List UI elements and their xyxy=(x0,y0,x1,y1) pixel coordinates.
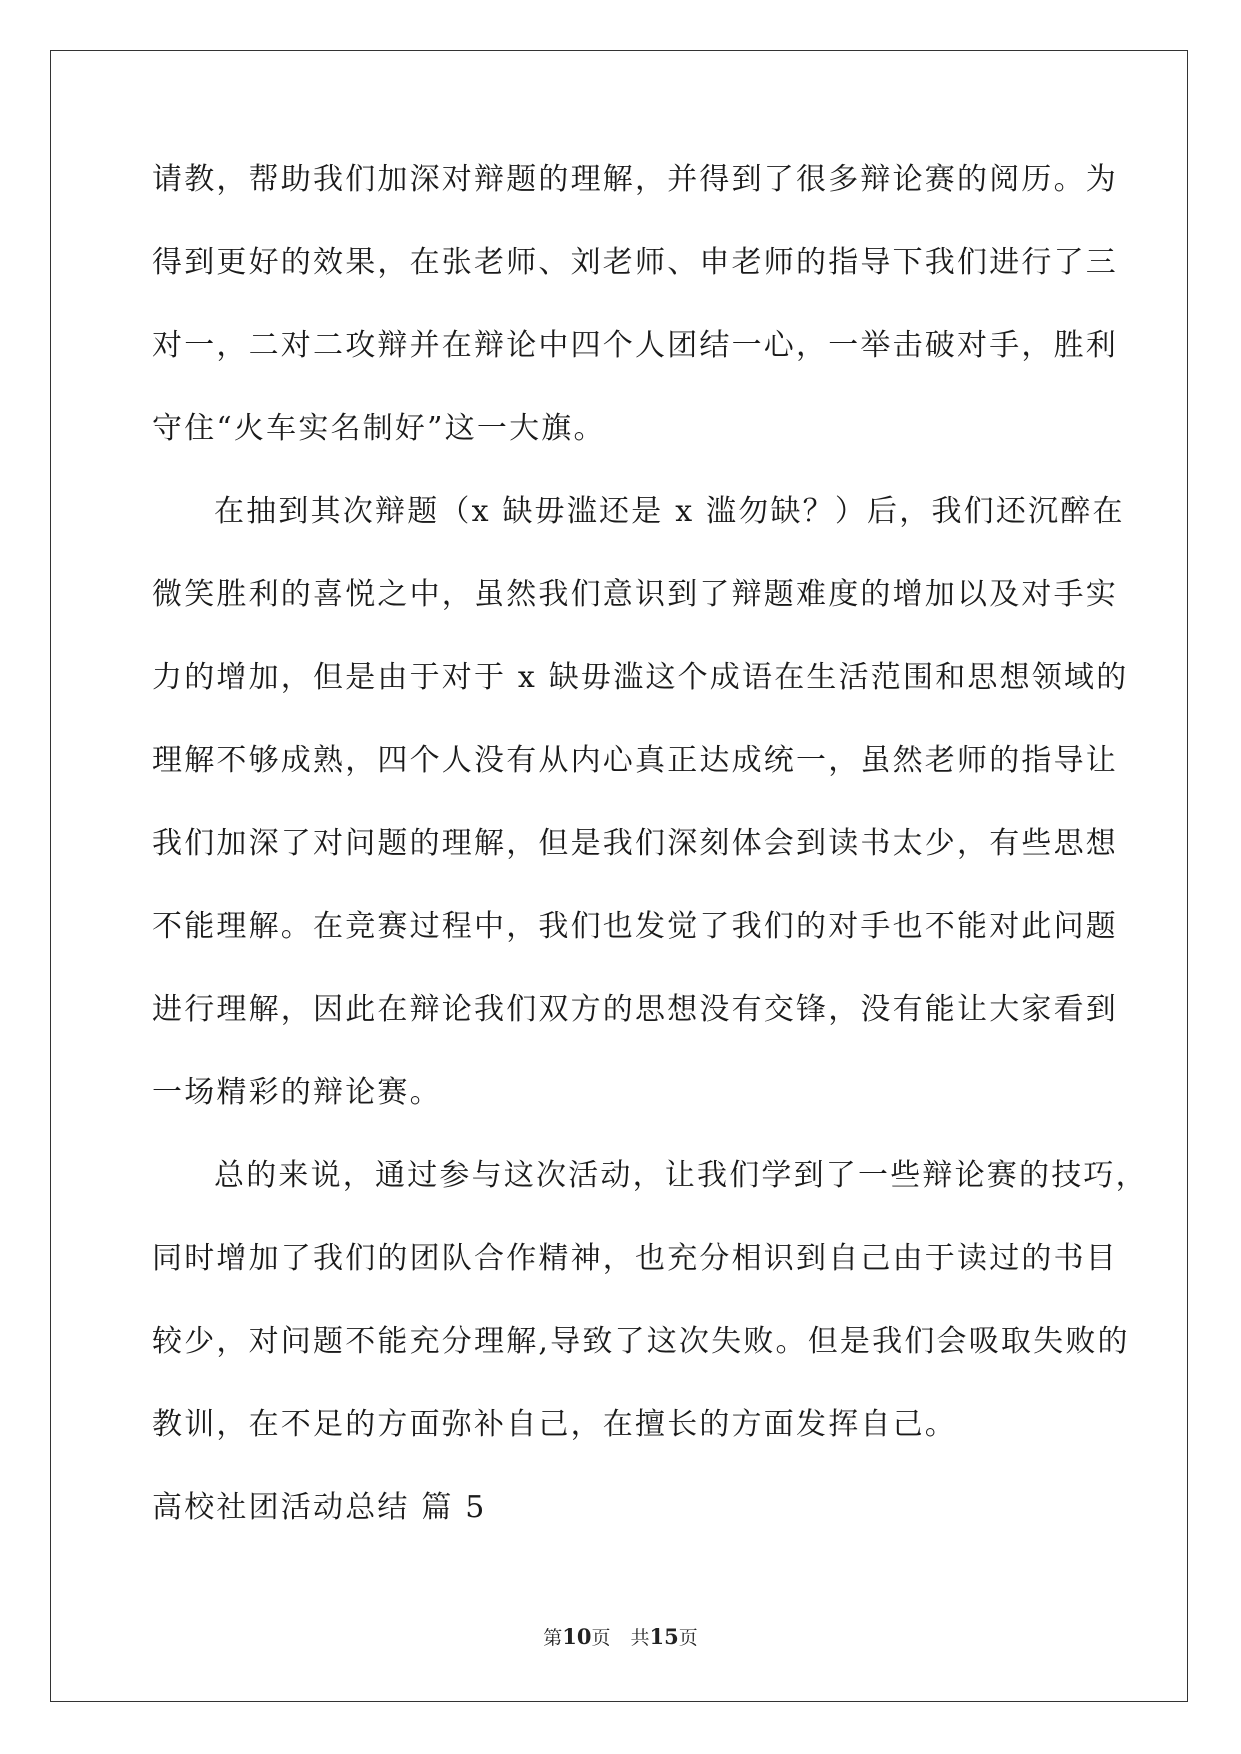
section-heading xyxy=(152,1488,1092,1571)
page-mid: 页 xyxy=(591,1627,611,1649)
page-current: 10 xyxy=(562,1624,592,1649)
text-line: 同时增加了我们的团队合作精神，也充分相识到自己由于读过的书目 xyxy=(152,1241,1118,1276)
text-line: 较少，对问题不能充分理解,导致了这次失败。但是我们会吸取失败的 xyxy=(152,1324,1130,1359)
text-line: 不能理解。在竞赛过程中，我们也发觉了我们的对手也不能对此问题 xyxy=(152,909,1118,944)
text-line: 一场精彩的辩论赛。 xyxy=(152,1075,442,1110)
paragraph xyxy=(152,492,1129,1156)
text-line: 请教，帮助我们加深对辩题的理解，并得到了很多辩论赛的阅历。为 xyxy=(152,162,1118,197)
text-line: 教训，在不足的方面弥补自己，在擅长的方面发挥自己。 xyxy=(152,1407,957,1442)
text-line: 守住“火车实名制好”这一大旗。 xyxy=(152,411,606,446)
total-prefix: 共 xyxy=(630,1627,650,1649)
text-line: 力的增加，但是由于对于 x 缺毋滥这个成语在生活范围和思想领域的 xyxy=(152,660,1129,695)
text-line: 对一，二对二攻辩并在辩论中四个人团结一心，一举击破对手，胜利 xyxy=(152,328,1118,363)
paragraph xyxy=(152,1156,1148,1488)
text-line: 理解不够成熟，四个人没有从内心真正达成统一，虽然老师的指导让 xyxy=(152,743,1118,778)
total-suffix: 页 xyxy=(678,1627,698,1649)
text-line: 进行理解，因此在辩论我们双方的思想没有交锋，没有能让大家看到 xyxy=(152,992,1118,1027)
paragraph xyxy=(152,160,1118,492)
text-line: 我们加深了对问题的理解，但是我们深刻体会到读书太少，有些思想 xyxy=(152,826,1118,861)
page-footer xyxy=(0,1625,1241,1650)
page-total: 15 xyxy=(649,1624,679,1649)
page-prefix: 第 xyxy=(543,1627,563,1649)
document-body xyxy=(152,160,1148,1571)
text-line: 微笑胜利的喜悦之中，虽然我们意识到了辩题难度的增加以及对手实 xyxy=(152,577,1118,612)
text-line: 得到更好的效果，在张老师、刘老师、申老师的指导下我们进行了三 xyxy=(152,245,1118,280)
text-line: 在抽到其次辩题（x 缺毋滥还是 x 滥勿缺？）后，我们还沉醉在 xyxy=(214,494,1125,529)
heading-line: 高校社团活动总结 篇 5 xyxy=(152,1490,487,1525)
text-line: 总的来说，通过参与这次活动，让我们学到了一些辩论赛的技巧， xyxy=(214,1158,1148,1193)
